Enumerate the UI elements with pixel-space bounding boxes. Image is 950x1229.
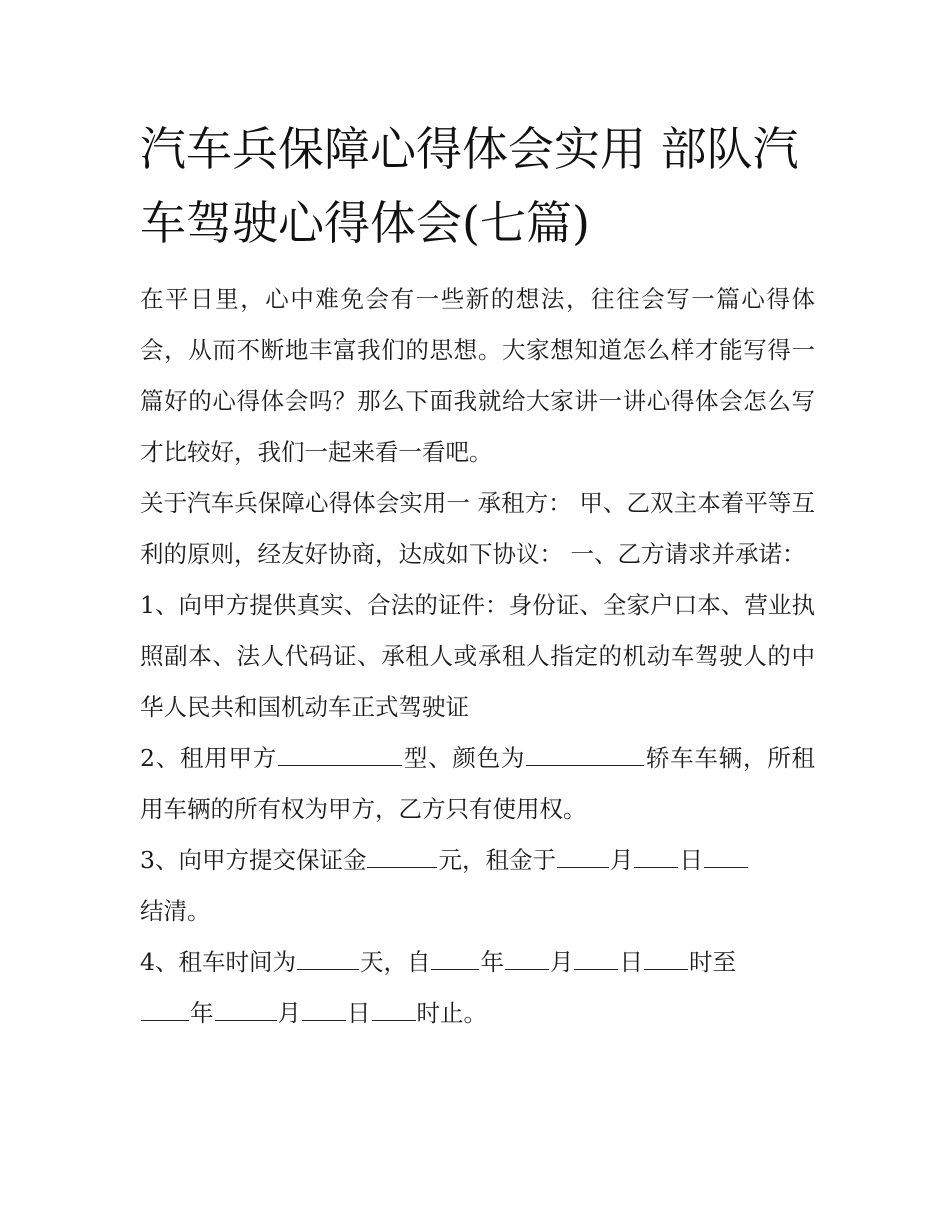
item-2-text-2: 型、颜色为 (403, 744, 526, 772)
item-3-text-2: 元，租金于 (438, 846, 556, 874)
section-intro-paragraph: 关于汽车兵保障心得体会实用一 承租方： 甲、乙双主本着平等互利的原则，经友好协商，达成如下协议： 一、乙方请求并承诺： (140, 489, 815, 568)
item-3-paragraph (140, 835, 815, 937)
blank-line (505, 947, 549, 970)
blank-line (557, 845, 609, 868)
item-3-text-3: 月 (609, 846, 634, 874)
item-3-text-4: 日 (679, 846, 703, 874)
item-4-text-7: 年 (190, 999, 214, 1027)
blank-line (704, 845, 748, 868)
blank-line (141, 998, 189, 1021)
item-3-text-5: 结清。 (140, 897, 211, 925)
document-body (140, 274, 815, 1039)
item-4-text-5: 日 (619, 948, 643, 976)
item-4-text-2: 天，自 (359, 948, 431, 976)
blank-line (297, 947, 359, 970)
blank-line (215, 998, 277, 1021)
item-2-text-1: 2、租用甲方 (140, 744, 278, 772)
blank-line (278, 743, 402, 766)
item-2-text-3: 轿车车辆，所租用车辆的所有权为甲方，乙方只有使用权。 (140, 744, 815, 823)
item-4-text-4: 月 (549, 948, 574, 976)
blank-line (574, 947, 618, 970)
intro-paragraph: 在平日里，心中难免会有一些新的想法，往往会写一篇心得体会，从而不断地丰富我们的思想。大家想知道怎么样才能写得一篇好的心得体会吗？那么下面我就给大家讲一讲心得体会怎么写才比较好，我们一起来看一看吧。 (140, 285, 815, 466)
blank-line (526, 743, 644, 766)
item-3-text-1: 3、向甲方提交保证金 (140, 846, 367, 874)
document-title: 汽车兵保障心得体会实用 部队汽车驾驶心得体会(七篇) (140, 122, 799, 250)
blank-line (431, 947, 479, 970)
blank-line (302, 998, 346, 1021)
blank-line (634, 845, 678, 868)
item-4-text-1: 4、租车时间为 (140, 948, 296, 976)
item-4-text-3: 年 (480, 948, 504, 976)
item-1-paragraph: 1、向甲方提供真实、合法的证件：身份证、全家户口本、营业执照副本、法人代码证、承租人或承租人指定的机动车驾驶人的中华人民共和国机动车正式驾驶证 (140, 591, 815, 721)
item-2-paragraph (140, 733, 815, 835)
blank-line (367, 845, 437, 868)
item-4-text-10: 时止。 (416, 999, 487, 1027)
item-4-text-8: 月 (277, 999, 301, 1027)
item-4-text-6: 时至 (688, 948, 736, 976)
blank-line (644, 947, 688, 970)
blank-line (372, 998, 416, 1021)
item-4-paragraph (140, 937, 815, 1039)
item-4-text-9: 日 (347, 999, 371, 1027)
